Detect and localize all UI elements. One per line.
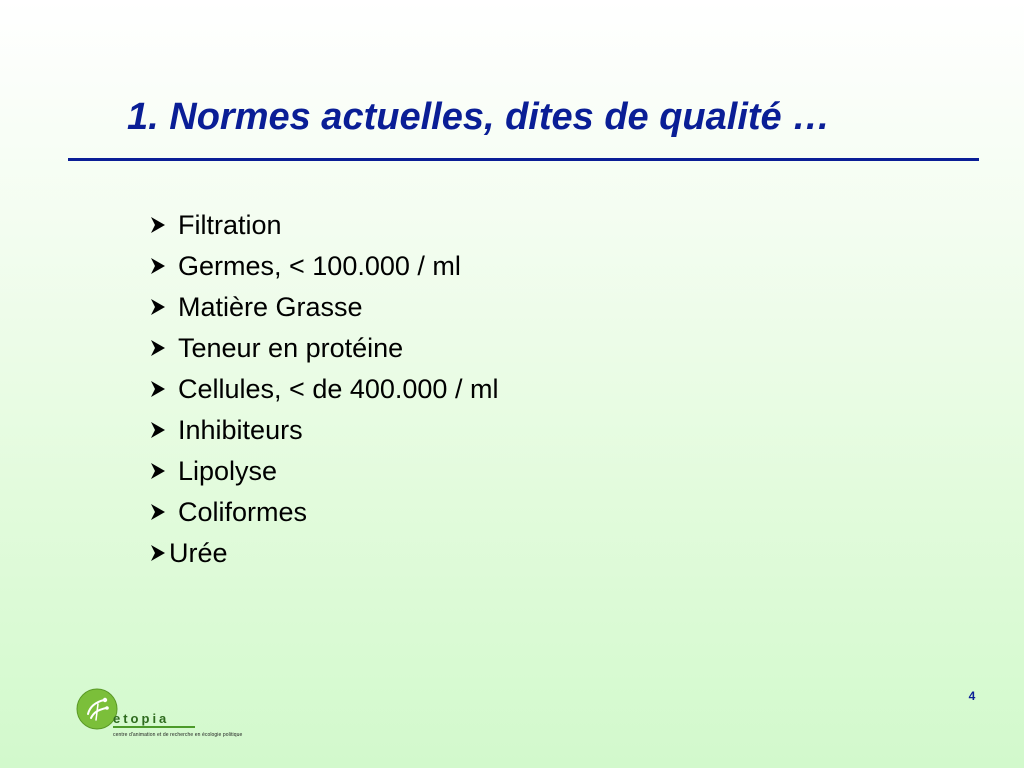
- arrow-bullet-icon: [148, 420, 168, 440]
- bullet-label: Lipolyse: [178, 455, 278, 486]
- bullet-item-lipolyse: [148, 450, 498, 491]
- arrow-bullet-icon: [148, 215, 168, 235]
- etopia-leaf-logo-icon: [76, 688, 118, 730]
- bullet-item-coliformes: [148, 491, 498, 532]
- bullet-item-cellules: [148, 368, 498, 409]
- bullet-item-matiere-grasse: [148, 286, 498, 327]
- page-number: 4: [968, 689, 976, 703]
- bullet-label: Cellules, < de 400.000 / ml: [178, 373, 499, 404]
- bullet-label: Teneur en protéine: [178, 332, 404, 363]
- logo-tagline: centre d'animation et de recherche en écologie politique: [113, 732, 243, 738]
- arrow-bullet-icon: [148, 256, 168, 276]
- logo-wordmark: etopia: [113, 711, 170, 726]
- arrow-bullet-icon: [148, 461, 168, 481]
- arrow-bullet-icon: [148, 338, 168, 358]
- bullet-list: [148, 204, 498, 573]
- bullet-item-uree: [148, 532, 498, 573]
- arrow-bullet-icon: [148, 297, 168, 317]
- bullet-item-teneur-proteine: [148, 327, 498, 368]
- bullet-item-germes: [148, 245, 498, 286]
- bullet-label: Germes, < 100.000 / ml: [178, 250, 461, 281]
- bullet-label: Urée: [169, 537, 228, 568]
- slide-title: 1. Normes actuelles, dites de qualité …: [127, 96, 831, 138]
- bullet-label: Coliformes: [178, 496, 308, 527]
- bullet-label: Filtration: [178, 209, 282, 240]
- bullet-label: Inhibiteurs: [178, 414, 303, 445]
- title-divider: [68, 158, 979, 161]
- logo-underline: [113, 726, 195, 728]
- etopia-logo: [72, 684, 292, 748]
- bullet-item-inhibiteurs: [148, 409, 498, 450]
- arrow-bullet-icon: [148, 379, 168, 399]
- bullet-item-filtration: [148, 204, 498, 245]
- arrow-bullet-icon: [148, 543, 168, 563]
- arrow-bullet-icon: [148, 502, 168, 522]
- bullet-label: Matière Grasse: [178, 291, 363, 322]
